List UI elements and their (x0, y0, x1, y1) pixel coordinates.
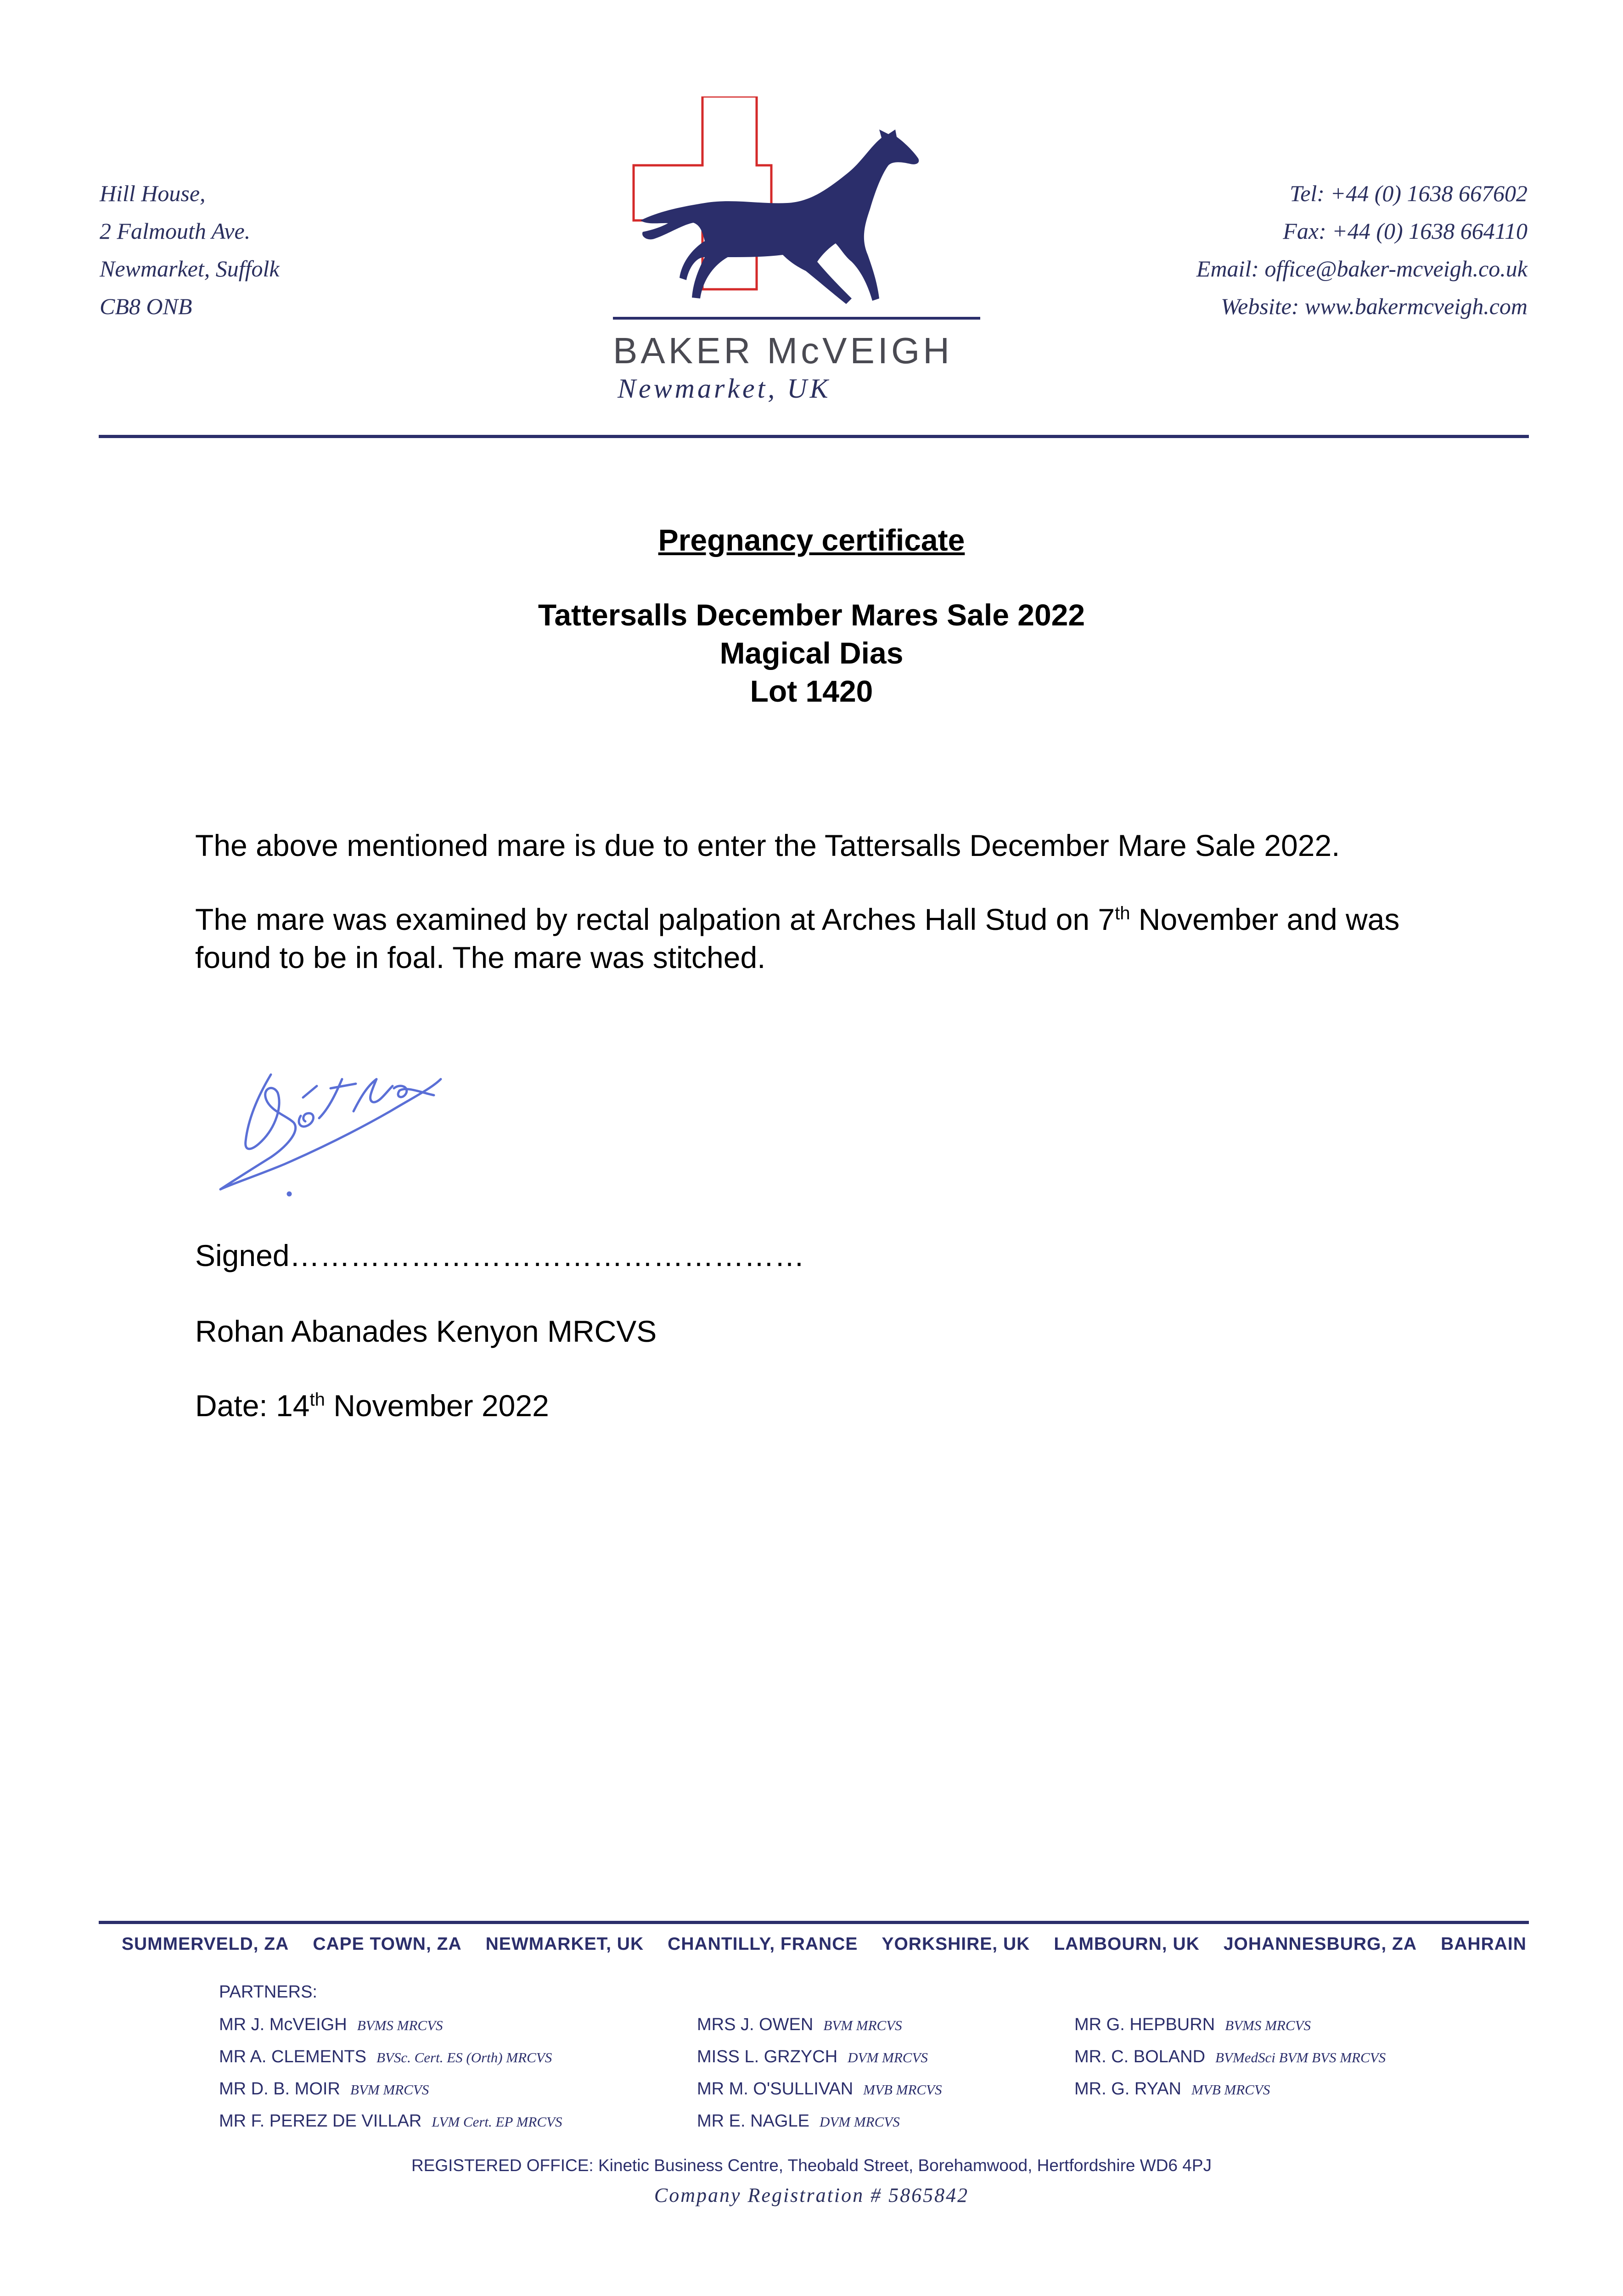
address-line: Hill House, (100, 180, 206, 206)
brand-location: Newmarket, UK (618, 373, 831, 404)
partner-entry (697, 2041, 942, 2073)
header-divider (99, 435, 1529, 438)
partner-name: MR G. HEPBURN (1074, 2015, 1215, 2034)
superscript: th (309, 1390, 325, 1410)
letterhead-address (100, 174, 280, 325)
document-subtitle (0, 596, 1623, 710)
document-title: Pregnancy certificate (658, 523, 965, 557)
contact-website: Website: www.bakermcveigh.com (1221, 293, 1528, 319)
partner-name: MRS J. OWEN (697, 2015, 814, 2034)
body-paragraph (195, 900, 1435, 977)
date-text: November 2022 (325, 1389, 549, 1423)
location: BAHRAIN (1441, 1934, 1527, 1954)
partner-entry (1074, 2073, 1386, 2105)
location: YORKSHIRE, UK (882, 1934, 1030, 1954)
brand-name: BAKER McVEIGH (613, 330, 953, 371)
partners-column (697, 2009, 942, 2138)
location: CAPE TOWN, ZA (313, 1934, 462, 1954)
signature-line: Signed…………………………………………… (195, 1238, 805, 1272)
office-locations (122, 1934, 1527, 1954)
horse-and-cross-logo-icon (613, 96, 980, 335)
partner-qualifications: LVM Cert. EP MRCVS (432, 2114, 562, 2130)
partner-qualifications: MVB MRCVS (1191, 2082, 1270, 2098)
partner-name: MR D. B. MOIR (219, 2079, 340, 2099)
partner-qualifications: DVM MRCVS (848, 2049, 928, 2065)
contact-fax: Fax: +44 (0) 1638 664110 (1283, 218, 1528, 244)
partner-entry (697, 2105, 942, 2138)
certificate-date (195, 1387, 1435, 1425)
partner-name: MR J. McVEIGH (219, 2015, 347, 2034)
partner-entry (219, 2105, 562, 2138)
partner-name: MR E. NAGLE (697, 2111, 809, 2131)
partner-entry (219, 2041, 562, 2073)
partner-qualifications: DVM MRCVS (819, 2114, 900, 2130)
location: LAMBOURN, UK (1054, 1934, 1200, 1954)
footer-divider (99, 1921, 1529, 1924)
partner-qualifications: BVMedSci BVM BVS MRCVS (1215, 2049, 1386, 2065)
partner-entry (219, 2009, 562, 2041)
address-line: CB8 ONB (100, 293, 192, 319)
partner-qualifications: BVM MRCVS (823, 2017, 902, 2033)
body-text: The mare was examined by rectal palpation at Arches Hall Stud on 7 (195, 902, 1115, 936)
location: NEWMARKET, UK (485, 1934, 644, 1954)
date-text: Date: 14 (195, 1389, 310, 1423)
partners-column (1074, 2009, 1386, 2105)
partners-column (219, 2009, 562, 2138)
partner-qualifications: BVSc. Cert. ES (Orth) MRCVS (376, 2049, 552, 2065)
registered-office: REGISTERED OFFICE: Kinetic Business Centre, Theobald Street, Borehamwood, Hertfordshire WD6 4PJ (411, 2156, 1212, 2175)
letterhead-contacts (1196, 174, 1528, 325)
body-text: November and was found to be in foal. The mare was stitched. (195, 902, 1400, 974)
partner-entry (1074, 2041, 1386, 2073)
location: JOHANNESBURG, ZA (1223, 1934, 1417, 1954)
partner-qualifications: BVMS MRCVS (357, 2017, 443, 2033)
mare-name: Magical Dias (719, 636, 904, 670)
partner-qualifications: MVB MRCVS (863, 2082, 942, 2098)
contact-phone: Tel: +44 (0) 1638 667602 (1290, 180, 1528, 206)
partner-entry (219, 2073, 562, 2105)
partner-qualifications: BVMS MRCVS (1225, 2017, 1311, 2033)
partner-name: MR. C. BOLAND (1074, 2047, 1206, 2066)
partner-entry (1074, 2009, 1386, 2041)
address-line: Newmarket, Suffolk (100, 256, 280, 281)
body-paragraph: The above mentioned mare is due to enter the Tattersalls December Mare Sale 2022. (195, 828, 1340, 862)
partner-entry (697, 2009, 942, 2041)
location: SUMMERVELD, ZA (122, 1934, 289, 1954)
partner-name: MR M. O'SULLIVAN (697, 2079, 854, 2099)
contact-email: Email: office@baker-mcveigh.co.uk (1196, 256, 1528, 281)
location: CHANTILLY, FRANCE (668, 1934, 858, 1954)
partner-qualifications: BVM MRCVS (350, 2082, 429, 2098)
partner-name: MISS L. GRZYCH (697, 2047, 838, 2066)
lot-number: Lot 1420 (750, 674, 873, 708)
vet-name: Rohan Abanades Kenyon MRCVS (195, 1314, 657, 1348)
sale-name: Tattersalls December Mares Sale 2022 (538, 598, 1085, 632)
partner-name: MR. G. RYAN (1074, 2079, 1181, 2099)
partners-label: PARTNERS: (219, 1982, 317, 2002)
company-registration: Company Registration # 5865842 (654, 2184, 969, 2206)
superscript: th (1115, 903, 1130, 923)
partner-name: MR F. PEREZ DE VILLAR (219, 2111, 422, 2131)
partner-entry (697, 2073, 942, 2105)
partner-name: MR A. CLEMENTS (219, 2047, 366, 2066)
handwritten-signature-icon (202, 1042, 459, 1208)
address-line: 2 Falmouth Ave. (100, 218, 251, 244)
